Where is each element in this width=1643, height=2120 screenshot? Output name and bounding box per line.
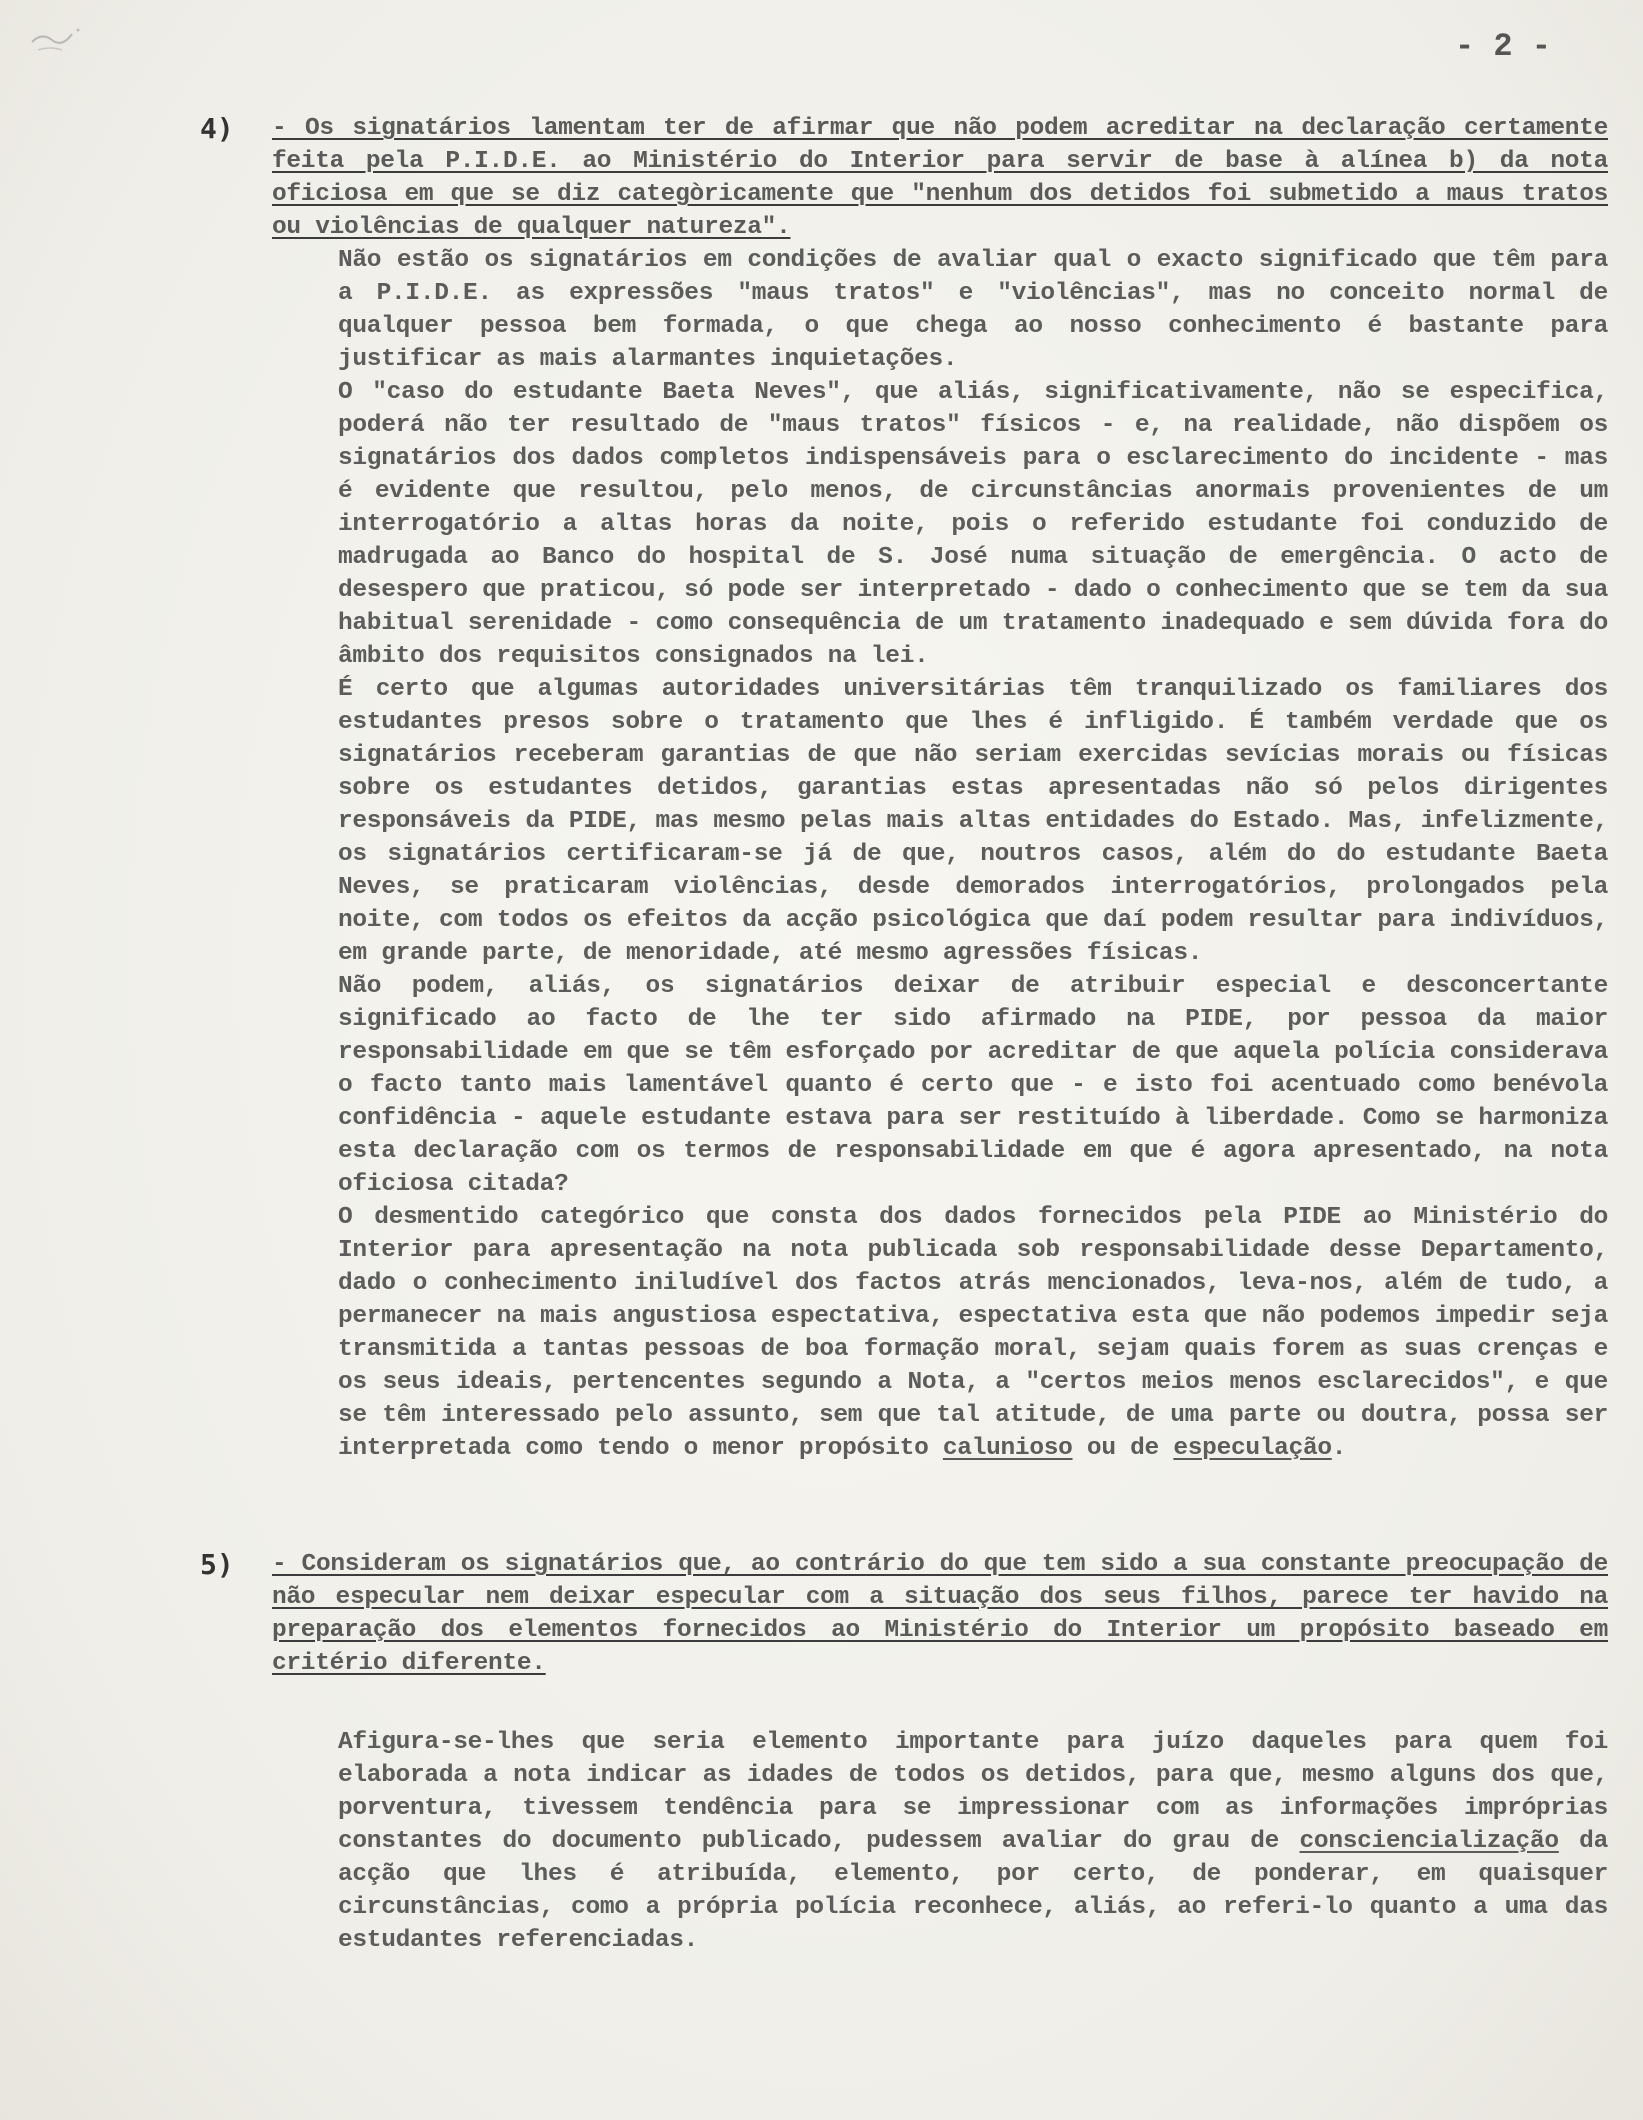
section-5 bbox=[200, 1548, 1610, 1957]
section-4-number: 4) bbox=[200, 112, 234, 145]
section-4-paragraph-1: Não estão os signatários em condições de avaliar qual o exacto significado que têm para a P.I.D.E. as expressões "maus tratos" e "violências", mas no conceito normal de qualquer pessoa bem formada, o que chega ao nosso conhecimento é bastante para justificar as mais alarmantes inquietações. bbox=[338, 247, 1608, 373]
section-5-heading: - Consideram os signatários que, ao contrário do que tem sido a sua constante preocupação de não especular nem deixar especular com a situação dos seus filhos, parece ter havido na preparação dos elementos fornecidos ao Ministério do Interior um propósito baseado em critério diferente. bbox=[272, 1551, 1608, 1677]
section-4-paragraph-5-connector: ou de bbox=[1072, 1435, 1174, 1462]
section-4-paragraph-5-text: O desmentido categórico que consta dos dados fornecidos pela PIDE ao Ministério do Interior para apresentação na nota publicada sob responsabilidade desse Departamento, dado o conhecimento iniludível dos factos atrás mencionados, leva-nos, além de tudo, a permanecer na mais angustiosa espectativa, espectativa esta que não podemos impedir seja transmitida a tantas pessoas de boa formação moral, sejam quais forem as suas crenças e os seus ideais, pertencentes segundo a Nota, a "certos meios menos esclarecidos", e que se têm interessado pelo assunto, sem que tal atitude, de uma parte ou doutra, possa ser interpretada como tendo o menor propósito bbox=[338, 1204, 1608, 1462]
section-4-paragraph-3: É certo que algumas autoridades universitárias têm tranquilizado os familiares dos estudantes presos sobre o tratamento que lhes é infligido. É também verdade que os signatários receberam garantias de que não seriam exercidas sevícias morais ou físicas sobre os estudantes detidos, garantias estas apresentadas não só pelos dirigentes responsáveis da PIDE, mas mesmo pelas mais altas entidades do Estado. Mas, infelizmente, os signatários certificaram-se já de que, noutros casos, além do do estudante Baeta Neves, se praticaram violências, desde demorados interrogatórios, prolongados pela noite, com todos os efeitos da acção psicológica que daí podem resultar para indivíduos, em grande parte, de menoridade, até mesmo agressões físicas. bbox=[338, 676, 1608, 967]
section-5-paragraph-1 bbox=[338, 1726, 1608, 1957]
page-number: - 2 - bbox=[1454, 28, 1551, 65]
underlined-word-consciencializacao: consciencialização bbox=[1299, 1828, 1559, 1855]
section-4-heading: - Os signatários lamentam ter de afirmar que não podem acreditar na declaração certamente feita pela P.I.D.E. ao Ministério do Interior para servir de base à alínea b) da nota oficiosa em que se diz categòricamente que "nenhum dos detidos foi submetido a maus tratos ou violências de qualquer natureza". bbox=[272, 115, 1608, 241]
ink-smudge-mark bbox=[28, 20, 88, 60]
section-5-paragraph-1-text: Afigura-se-lhes que seria elemento importante para juízo daqueles para quem foi elaborada a nota indicar as idades de todos os detidos, para que, mesmo alguns dos que, porventura, tivessem tendência para se impressionar com as informações impróprias constantes do documento publicado, pudessem avaliar do grau de bbox=[338, 1729, 1608, 1855]
section-4-paragraph-5 bbox=[338, 1201, 1608, 1465]
section-5-number: 5) bbox=[200, 1548, 234, 1581]
section-4 bbox=[200, 112, 1610, 1465]
section-4-paragraph-4: Não podem, aliás, os signatários deixar de atribuir especial e desconcertante significado ao facto de lhe ter sido afirmado na PIDE, por pessoa da maior responsabilidade em que se têm esforçado por acreditar de que aquela polícia considerava o facto tanto mais lamentável quanto é certo que - e isto foi acentuado como benévola confidência - aquele estudante estava para ser restituído à liberdade. Como se harmoniza esta declaração com os termos de responsabilidade em que é agora apresentado, na nota oficiosa citada? bbox=[338, 973, 1608, 1198]
section-4-paragraph-2: O "caso do estudante Baeta Neves", que aliás, significativamente, não se especifica, poderá não ter resultado de "maus tratos" físicos - e, na realidade, não dispõem os signatários dos dados completos indispensáveis para o esclarecimento do incidente - mas é evidente que resultou, pelo menos, de circunstâncias anormais provenientes de um interrogatório a altas horas da noite, pois o referido estudante foi conduzido de madrugada ao Banco do hospital de S. José numa situação de emergência. O acto de desespero que praticou, só pode ser interpretado - dado o conhecimento que se tem da sua habitual serenidade - como consequência de um tratamento inadequado e sem dúvida fora do âmbito dos requisitos consignados na lei. bbox=[338, 379, 1608, 670]
section-4-body bbox=[338, 244, 1608, 1465]
underlined-word-calunioso: calunioso bbox=[942, 1435, 1073, 1462]
section-4-paragraph-5-end: . bbox=[1331, 1435, 1347, 1462]
underlined-word-especulacao: especulação bbox=[1173, 1435, 1332, 1462]
section-5-body bbox=[338, 1726, 1608, 1957]
section-5-paragraph-1-end: da acção que lhes é atribuída, elemento, por certo, de ponderar, em quaisquer circunstâncias, como a própria polícia reconhece, aliás, ao referi-lo quanto a uma das estudantes referenciadas. bbox=[338, 1828, 1608, 1954]
